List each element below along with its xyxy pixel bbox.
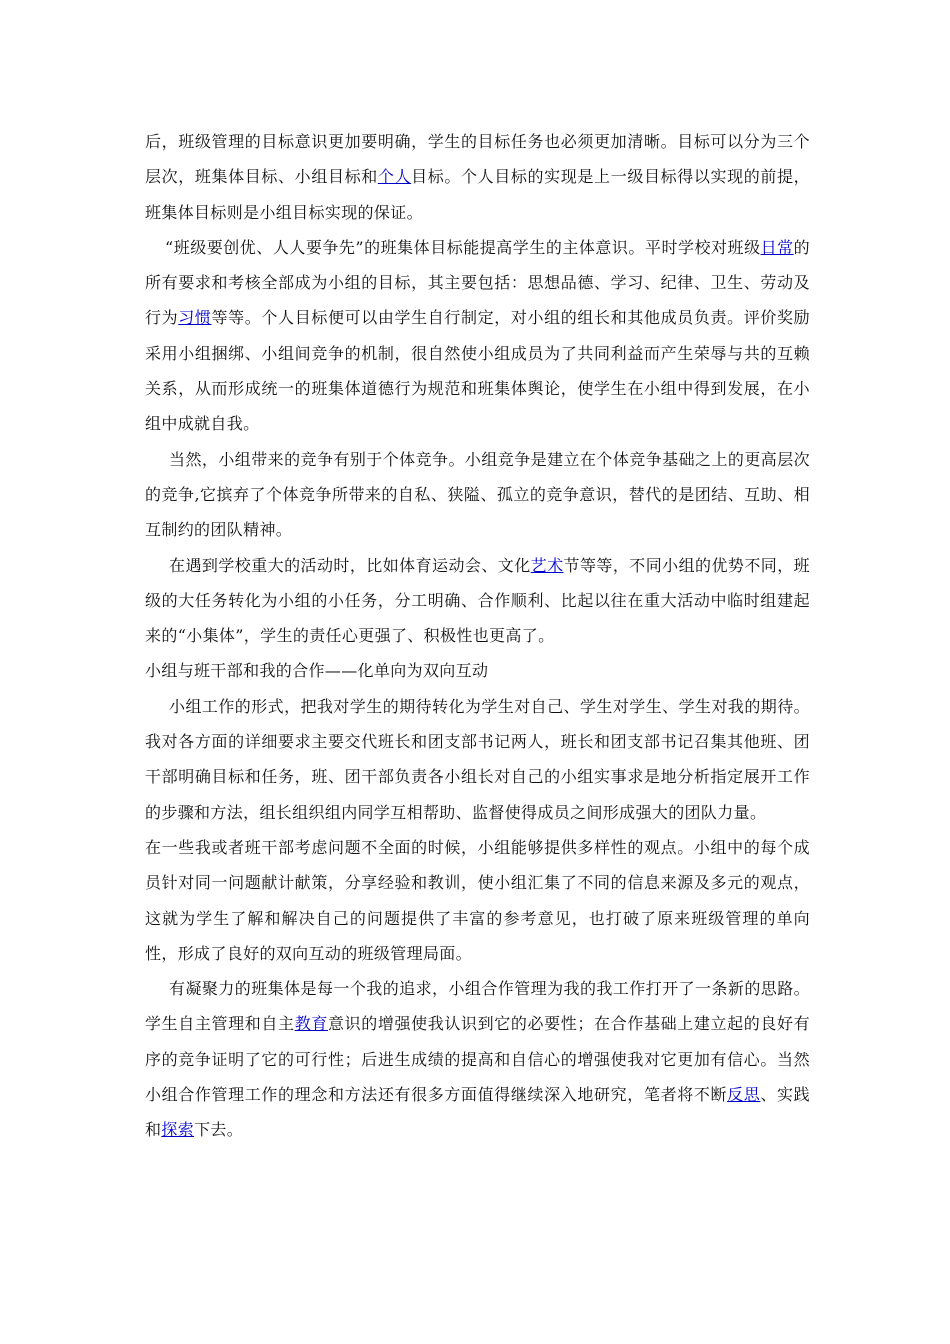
text-segment: 节等等，不同小组的优势不同，班级的大任务转化为小组的小任务，分工明确、合作顺利、比起以往在重大活动中临时组建起来的“小集体”，学生的责任心更强了、积极性也更高了。	[145, 555, 811, 646]
text-segment: 在遇到学校重大的活动时，比如体育运动会、文化	[169, 555, 531, 575]
link-reflection[interactable]: 反思	[727, 1085, 761, 1105]
link-habit[interactable]: 习惯	[178, 308, 212, 328]
text-segment: 下去。	[194, 1120, 244, 1140]
paragraph-2	[145, 230, 810, 442]
document-body	[145, 124, 810, 1148]
heading-text: 小组与班干部和我的合作——化单向为双向互动	[145, 661, 489, 681]
paragraph-3	[145, 442, 810, 548]
paragraph-8	[145, 971, 810, 1147]
paragraph-7	[145, 830, 810, 971]
text-segment: “班级要创优、人人要争先”的班集体目标能提高学生的主体意识。平时学校对班级	[165, 237, 761, 257]
text-segment: 目标。个人目标的实现是上一级目标得以实现的前提，班集体目标则是小组目标实现的保证。	[145, 167, 810, 222]
paragraph-6	[145, 689, 810, 830]
text-segment: 在一些我或者班干部考虑问题不全面的时候，小组能够提供多样性的观点。小组中的每个成员针对同一问题献计献策，分享经验和教训，使小组汇集了不同的信息来源及多元的观点，这就为学生了解和解决自己的问题提供了丰富的参考意见，也打破了原来班级管理的单向性，形成了良好的双向互动的班级管理局面。	[145, 837, 810, 963]
text-segment: 等等。个人目标便可以由学生自行制定，对小组的组长和其他成员负责。评价奖励采用小组捆绑、小组间竞争的机制，很自然使小组成员为了共同利益而产生荣辱与共的互赖关系，从而形成统一的班集体道德行为规范和班集体舆论，使学生在小组中得到发展，在小组中成就自我。	[145, 308, 810, 434]
text-segment: 的所有要求和考核全部成为小组的目标，其主要包括：思想品德、学习、纪律、卫生、劳动及行为	[145, 237, 811, 328]
link-art[interactable]: 艺术	[530, 555, 564, 575]
text-segment: 意识的增强使我认识到它的必要性；在合作基础上建立起的良好有序的竞争证明了它的可行性；后进生成绩的提高和自信心的增强使我对它更加有信心。当然小组合作管理工作的理念和方法还有很多方面值得继续深入地研究，笔者将不断	[145, 1014, 810, 1105]
section-heading	[145, 653, 810, 688]
link-daily[interactable]: 日常	[760, 237, 794, 257]
text-segment: 后，班级管理的目标意识更加要明确，学生的目标任务也必须更加清晰。目标可以分为三个层次，班集体目标、小组目标和	[145, 132, 810, 187]
link-education[interactable]: 教育	[294, 1014, 328, 1034]
text-segment: 、实践和	[145, 1085, 810, 1140]
paragraph-4	[145, 548, 810, 654]
link-individual[interactable]: 个人	[377, 167, 412, 187]
text-segment: 小组工作的形式，把我对学生的期待转化为学生对自己、学生对学生、学生对我的期待。我对各方面的详细要求主要交代班长和团支部书记两人，班长和团支部书记召集其他班、团干部明确目标和任务，班、团干部负责各小组长对自己的小组实事求是地分析指定展开工作的步骤和方法，组长组织组内同学互相帮助、监督使得成员之间形成强大的团队力量。	[145, 696, 810, 822]
text-segment: 当然，小组带来的竞争有别于个体竞争。小组竞争是建立在个体竞争基础之上的更高层次的竞争,它摈弃了个体竞争所带来的自私、狭隘、孤立的竞争意识，替代的是团结、互助、相互制约的团队精神。	[145, 449, 810, 540]
text-segment: 有凝聚力的班集体是每一个我的追求，小组合作管理为我的我工作打开了一条新的思路。学生自主管理和自主	[145, 979, 810, 1034]
link-exploration[interactable]: 探索	[161, 1120, 195, 1140]
paragraph-1	[145, 124, 810, 230]
